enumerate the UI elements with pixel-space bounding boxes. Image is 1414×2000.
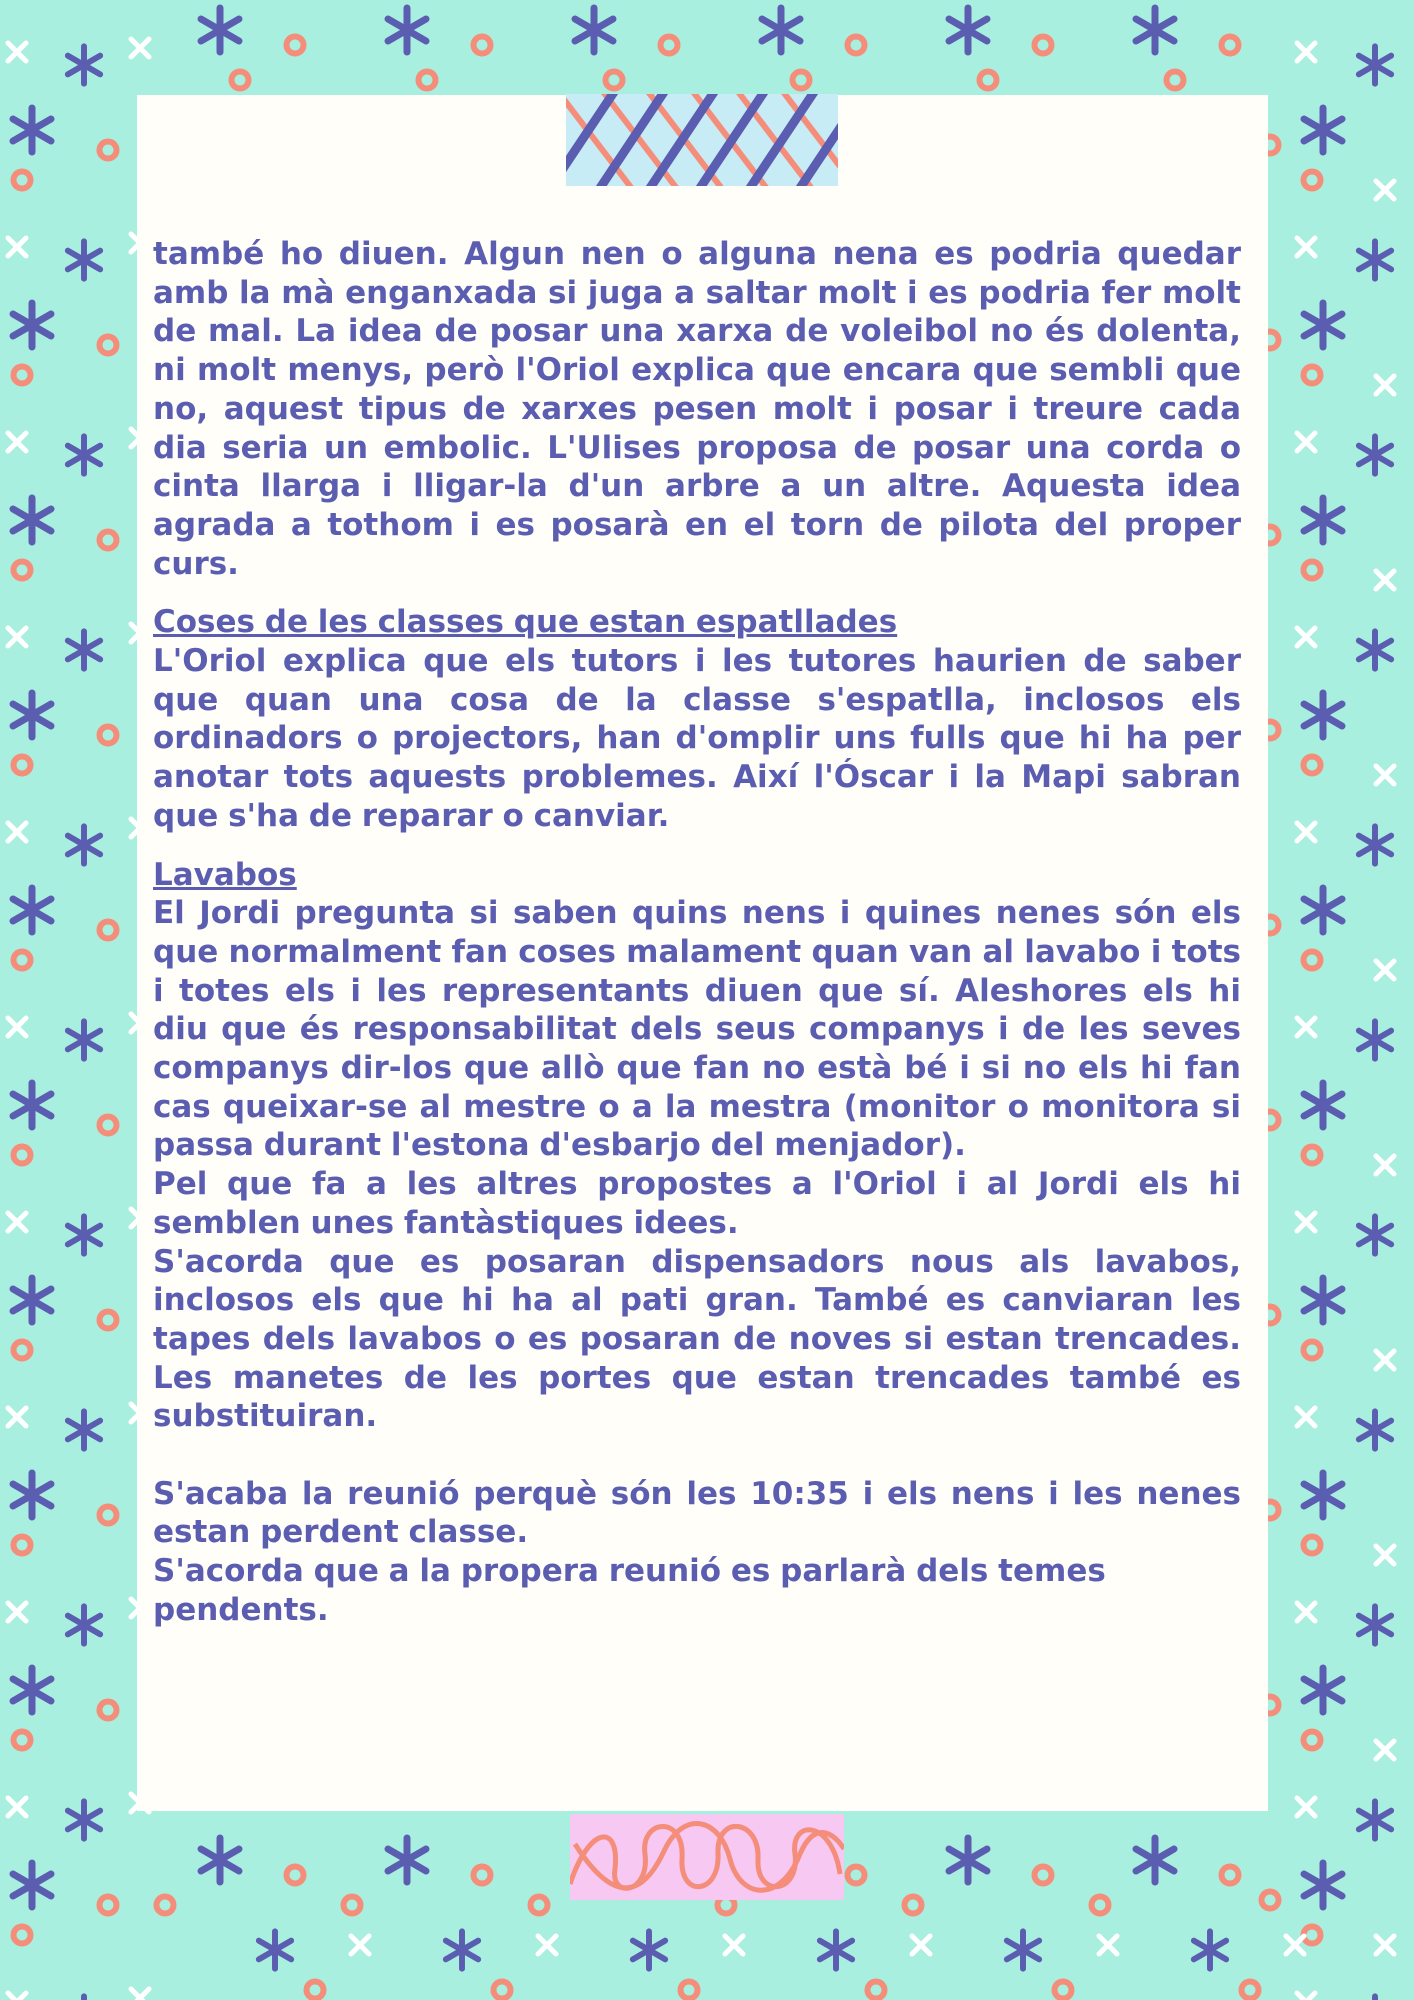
dot-icon	[14, 952, 31, 969]
dot-icon	[232, 72, 249, 89]
closing-paragraph: S'acaba la reunió perquè són les 10:35 i els nens i les nenes estan perdent classe.	[153, 1475, 1241, 1551]
asterisk-icon	[13, 693, 51, 737]
asterisk-icon	[68, 46, 100, 83]
dot-icon	[100, 1897, 117, 1914]
cross-icon	[1376, 766, 1394, 784]
document-text	[153, 235, 1241, 1630]
asterisk-icon	[13, 888, 51, 932]
asterisk-icon	[949, 8, 987, 52]
section-body-broken-items: L'Oriol explica que els tutors i les tutores haurien de saber que quan una cosa de la classe s'espatlla, inclosos els ordinadors o projectors, han d'omplir uns fulls que hi ha per anotar tots aquests problemes. Així l'Óscar i la Mapi sabran que s'ha de reparar o canviar.	[153, 643, 1241, 834]
asterisk-icon	[1007, 1931, 1039, 1968]
asterisk-icon	[13, 498, 51, 542]
dot-icon	[661, 37, 678, 54]
dot-icon	[905, 1897, 922, 1914]
asterisk-icon	[820, 1931, 852, 1968]
dot-icon	[287, 37, 304, 54]
dot-icon	[1304, 367, 1321, 384]
asterisk-icon	[1359, 241, 1391, 278]
dot-icon	[14, 1927, 31, 1944]
cross-icon	[8, 1213, 26, 1231]
dot-icon	[1304, 1147, 1321, 1164]
dot-icon	[531, 1897, 548, 1914]
asterisk-icon	[68, 1216, 100, 1253]
asterisk-icon	[68, 826, 100, 863]
dot-icon	[100, 1507, 117, 1524]
dot-icon	[100, 1312, 117, 1329]
dot-icon	[14, 1537, 31, 1554]
cross-icon	[1376, 1741, 1394, 1759]
cross-icon	[1376, 1156, 1394, 1174]
asterisk-icon	[1304, 303, 1342, 347]
asterisk-icon	[1359, 1801, 1391, 1838]
cross-icon	[8, 43, 26, 61]
dot-icon	[1167, 72, 1184, 89]
dot-icon	[100, 142, 117, 159]
cross-icon	[1297, 1213, 1315, 1231]
intro-paragraph: també ho diuen. Algun nen o alguna nena es podria quedar amb la mà enganxada si juga a saltar molt i es podria fer molt de mal. La idea de posar una xarxa de voleibol no és dolenta, ni molt menys, però l'Oriol explica que encara que sembli que no, aquest tipus de xarxes pesen molt i posar i treure cada dia seria un embolic. L'Ulises proposa de posar una corda o cinta llarga i lligar-la d'un arbre a un altre. Aquesta idea agrada a tothom i es posarà en el torn de pilota del proper curs.	[153, 236, 1241, 582]
asterisk-icon	[201, 8, 239, 52]
asterisk-icon	[68, 1606, 100, 1643]
asterisk-icon	[1304, 888, 1342, 932]
dot-icon	[307, 1982, 324, 1999]
cross-icon	[1286, 1936, 1304, 1954]
toilets-paragraph: El Jordi pregunta si saben quins nens i quines nenes són els que normalment fan coses malament quan van al lavabo i tots i totes els i les representants diuen que sí. Aleshores els hi diu que és responsabilitat dels seus companys i de les seves companys dir-los que allò que fan no està bé i si no els hi fan cas queixar-se al mestre o a la mestra (monitor o monitora si passa durant l'estona d'esbarjo del menjador).	[153, 895, 1241, 1164]
asterisk-icon	[68, 1021, 100, 1058]
closing-paragraph: S'acorda que a la propera reunió es parlarà dels temes pendents.	[153, 1553, 1106, 1628]
dot-icon	[344, 1897, 361, 1914]
cross-icon	[1297, 238, 1315, 256]
asterisk-icon	[1359, 1606, 1391, 1643]
asterisk-icon	[388, 1838, 426, 1882]
dot-icon	[14, 562, 31, 579]
cross-icon	[538, 1936, 556, 1954]
dot-icon	[14, 757, 31, 774]
dot-icon	[1304, 1537, 1321, 1554]
asterisk-icon	[13, 1473, 51, 1517]
dot-icon	[419, 72, 436, 89]
asterisk-icon	[1359, 1021, 1391, 1058]
cross-icon	[8, 1993, 26, 2000]
dot-icon	[474, 1867, 491, 1884]
asterisk-icon	[633, 1931, 665, 1968]
asterisk-icon	[1304, 1083, 1342, 1127]
asterisk-icon	[13, 1278, 51, 1322]
asterisk-icon	[1359, 436, 1391, 473]
asterisk-icon	[1304, 693, 1342, 737]
cross-icon	[8, 433, 26, 451]
cross-icon	[1297, 1018, 1315, 1036]
cross-icon	[1297, 823, 1315, 841]
dot-icon	[14, 172, 31, 189]
washi-tape-top	[566, 94, 838, 186]
asterisk-icon	[13, 1083, 51, 1127]
dot-icon	[100, 1117, 117, 1134]
asterisk-icon	[68, 1411, 100, 1448]
asterisk-icon	[1194, 1931, 1226, 1968]
asterisk-icon	[13, 1863, 51, 1907]
dot-icon	[1222, 37, 1239, 54]
asterisk-icon	[13, 1668, 51, 1712]
cross-icon	[8, 238, 26, 256]
dot-icon	[868, 1982, 885, 1999]
asterisk-icon	[1359, 1996, 1391, 2000]
cross-icon	[1297, 1993, 1315, 2000]
asterisk-icon	[201, 1838, 239, 1882]
asterisk-icon	[1304, 1473, 1342, 1517]
asterisk-icon	[1359, 1216, 1391, 1253]
asterisk-icon	[68, 436, 100, 473]
cross-icon	[8, 823, 26, 841]
cross-icon	[1376, 1546, 1394, 1564]
dot-icon	[1242, 1982, 1259, 1999]
cross-icon	[1376, 571, 1394, 589]
dot-icon	[474, 37, 491, 54]
asterisk-icon	[388, 8, 426, 52]
asterisk-icon	[68, 1996, 100, 2000]
dot-icon	[14, 367, 31, 384]
cross-icon	[8, 1408, 26, 1426]
asterisk-icon	[68, 1801, 100, 1838]
asterisk-icon	[1304, 108, 1342, 152]
asterisk-icon	[1304, 498, 1342, 542]
dot-icon	[1304, 1342, 1321, 1359]
dot-icon	[157, 1897, 174, 1914]
cross-icon	[1297, 1798, 1315, 1816]
asterisk-icon	[1359, 46, 1391, 83]
cross-icon	[1297, 628, 1315, 646]
asterisk-icon	[1304, 1278, 1342, 1322]
cross-icon	[1376, 376, 1394, 394]
cross-icon	[8, 1603, 26, 1621]
cross-icon	[131, 1989, 149, 2000]
dot-icon	[848, 1867, 865, 1884]
asterisk-icon	[762, 8, 800, 52]
asterisk-icon	[1359, 826, 1391, 863]
cross-icon	[725, 1936, 743, 1954]
dot-icon	[1304, 757, 1321, 774]
dot-icon	[494, 1982, 511, 1999]
dot-icon	[681, 1982, 698, 1999]
dot-icon	[980, 72, 997, 89]
asterisk-icon	[1359, 631, 1391, 668]
cross-icon	[131, 39, 149, 57]
dot-icon	[1304, 952, 1321, 969]
dot-icon	[793, 72, 810, 89]
cross-icon	[1376, 181, 1394, 199]
asterisk-icon	[259, 1931, 291, 1968]
asterisk-icon	[575, 8, 613, 52]
cross-icon	[912, 1936, 930, 1954]
dot-icon	[100, 922, 117, 939]
dot-icon	[1055, 1982, 1072, 1999]
cross-icon	[8, 1798, 26, 1816]
asterisk-icon	[68, 241, 100, 278]
asterisk-icon	[949, 1838, 987, 1882]
cross-icon	[1376, 1936, 1394, 1954]
dot-icon	[848, 37, 865, 54]
cross-icon	[1297, 43, 1315, 61]
washi-tape-bottom	[570, 1814, 844, 1900]
cross-icon	[1376, 961, 1394, 979]
dot-icon	[14, 1732, 31, 1749]
asterisk-icon	[1304, 1668, 1342, 1712]
cross-icon	[8, 628, 26, 646]
cross-icon	[1297, 433, 1315, 451]
dot-icon	[1035, 37, 1052, 54]
asterisk-icon	[1136, 8, 1174, 52]
dot-icon	[1092, 1897, 1109, 1914]
striped-tape-icon	[566, 94, 838, 186]
asterisk-icon	[68, 631, 100, 668]
asterisk-icon	[13, 108, 51, 152]
dot-icon	[100, 532, 117, 549]
cross-icon	[1099, 1936, 1117, 1954]
scribble-tape-icon	[570, 1814, 844, 1900]
cross-icon	[351, 1936, 369, 1954]
dot-icon	[1304, 562, 1321, 579]
dot-icon	[100, 337, 117, 354]
dot-icon	[14, 1342, 31, 1359]
dot-icon	[1304, 172, 1321, 189]
section-heading-toilets: Lavabos	[153, 856, 297, 893]
cross-icon	[8, 1018, 26, 1036]
cross-icon	[1297, 1408, 1315, 1426]
dot-icon	[1035, 1867, 1052, 1884]
dot-icon	[100, 727, 117, 744]
dot-icon	[606, 72, 623, 89]
cross-icon	[1376, 1351, 1394, 1369]
dot-icon	[287, 1867, 304, 1884]
asterisk-icon	[1359, 1411, 1391, 1448]
asterisk-icon	[13, 303, 51, 347]
asterisk-icon	[446, 1931, 478, 1968]
cross-icon	[1297, 1603, 1315, 1621]
section-heading-broken-items: Coses de les classes que estan espatllades	[153, 604, 898, 641]
dot-icon	[1262, 1892, 1279, 1909]
toilets-paragraph: Pel que fa a les altres propostes a l'Oriol i al Jordi els hi semblen unes fantàstiques idees.	[153, 1166, 1241, 1241]
toilets-paragraph: S'acorda que es posaran dispensadors nous als lavabos, inclosos els que hi ha al pati gran. També es canviaran les tapes dels lavabos o es posaran de noves si estan trencades. Les manetes de les portes que estan trencades també es substituiran.	[153, 1243, 1241, 1435]
dot-icon	[1222, 1867, 1239, 1884]
dot-icon	[14, 1147, 31, 1164]
asterisk-icon	[1304, 1863, 1342, 1907]
asterisk-icon	[1136, 1838, 1174, 1882]
dot-icon	[1304, 1732, 1321, 1749]
dot-icon	[100, 1702, 117, 1719]
